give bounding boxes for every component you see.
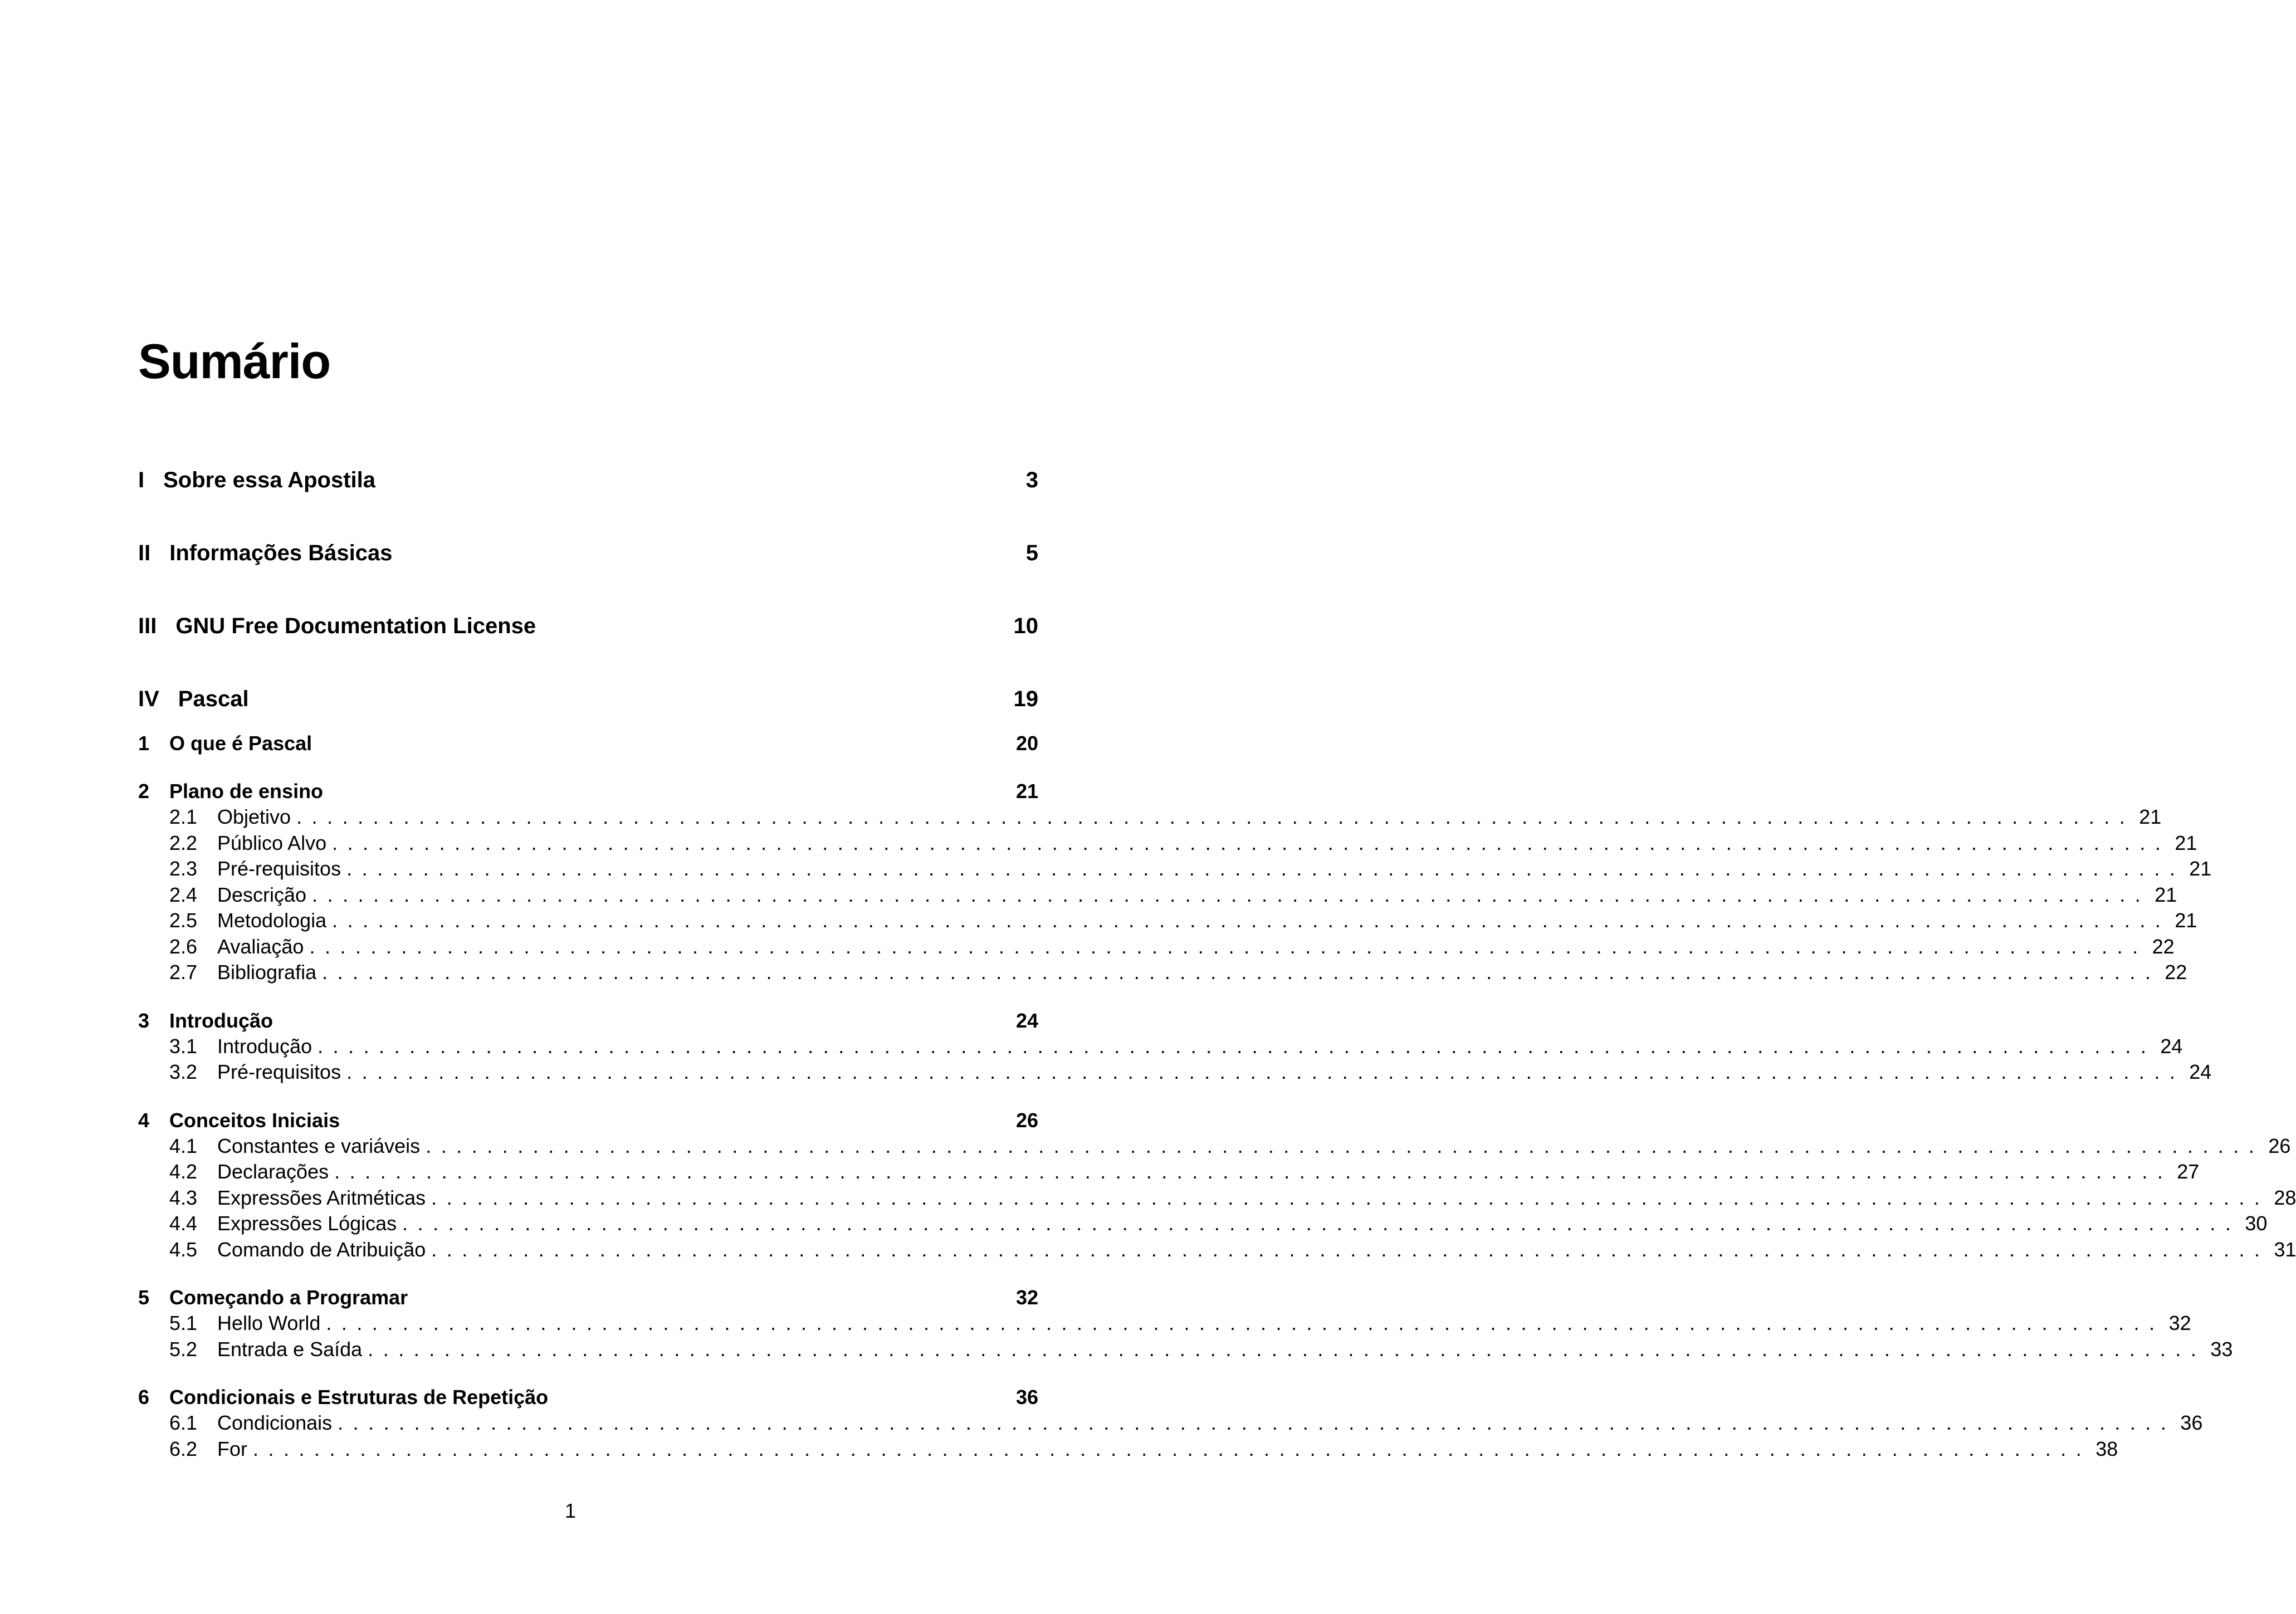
toc-part-row[interactable] — [138, 536, 1038, 570]
part-title: GNU Free Documentation License — [175, 613, 536, 638]
section-number: 4.2 — [169, 1160, 198, 1183]
section-page-number: 33 — [2210, 1338, 2233, 1361]
section-page-number: 21 — [2189, 857, 2212, 880]
section-title: Hello World — [217, 1312, 321, 1334]
section-title: Bibliografia — [217, 961, 317, 984]
section-page-number: 22 — [2165, 961, 2187, 984]
part-page-number: 19 — [1013, 686, 1038, 711]
dot-leader: ........................................................................................................................ — [312, 883, 2151, 906]
section-title: Comando de Atribuição — [217, 1238, 426, 1261]
dot-leader: ........................................................................................................................ — [346, 857, 2185, 880]
section-number: 2.2 — [169, 832, 198, 854]
toc-section-row[interactable] — [169, 1436, 2118, 1462]
section-page-number: 21 — [2175, 832, 2197, 854]
chapter-number: 4 — [138, 1108, 150, 1132]
section-number: 2.3 — [169, 857, 198, 880]
part-title: Pascal — [178, 686, 249, 711]
toc-section-row[interactable] — [169, 1310, 2191, 1336]
toc-chapter-row[interactable] — [138, 777, 1038, 805]
section-page-number: 22 — [2152, 935, 2175, 958]
chapter-page-number: 21 — [1015, 780, 1038, 803]
dot-leader: ........................................................................................................................ — [338, 1411, 2176, 1434]
toc-section-row[interactable] — [169, 908, 2197, 933]
section-number: 2.7 — [169, 961, 198, 984]
dot-leader: ........................................................................................................................ — [332, 832, 2171, 854]
toc-part-row[interactable] — [138, 609, 1038, 643]
chapter-title: Começando a Programar — [169, 1286, 408, 1309]
dot-leader: ........................................................................................................................ — [317, 1035, 2156, 1058]
section-title: Objetivo — [217, 805, 291, 828]
dot-leader: ........................................................................................................................ — [368, 1338, 2206, 1361]
toc-section-row[interactable] — [169, 830, 2197, 856]
toc-section-row[interactable] — [169, 856, 2212, 882]
toc-section-row[interactable] — [169, 1410, 2203, 1436]
section-number: 5.2 — [169, 1338, 198, 1361]
part-page-number: 10 — [1013, 613, 1038, 638]
part-number: III — [138, 613, 157, 638]
dot-leader: ........................................................................................................................ — [332, 909, 2171, 932]
toc-chapter-row[interactable] — [138, 1383, 1038, 1411]
toc-chapter-row[interactable] — [138, 1107, 1038, 1134]
section-title: Metodologia — [217, 909, 327, 932]
section-page-number: 26 — [2268, 1134, 2291, 1157]
section-page-number: 21 — [2175, 909, 2197, 932]
chapter-page-number: 20 — [1015, 732, 1038, 755]
section-title: For — [217, 1437, 247, 1460]
chapter-number: 2 — [138, 780, 150, 803]
dot-leader: ........................................................................................................................ — [296, 805, 2135, 828]
chapter-title: Conceitos Iniciais — [169, 1108, 340, 1132]
toc-section-row[interactable] — [169, 960, 2187, 985]
toc-section-row[interactable] — [169, 1185, 2296, 1211]
section-page-number: 36 — [2180, 1411, 2203, 1434]
chapter-page-number: 36 — [1015, 1386, 1038, 1408]
dot-leader: ........................................................................................................................ — [402, 1212, 2241, 1235]
toc-section-row[interactable] — [169, 1211, 2268, 1236]
toc-chapter-row[interactable] — [138, 1007, 1038, 1035]
part-title: Sobre essa Apostila — [163, 467, 376, 492]
toc-chapter-row[interactable] — [138, 1284, 1038, 1312]
section-title: Expressões Aritméticas — [217, 1186, 426, 1209]
chapter-page-number: 26 — [1015, 1108, 1038, 1132]
page-number: 1 — [564, 1499, 577, 1522]
toc-section-row[interactable] — [169, 804, 2162, 830]
section-number: 3.2 — [169, 1060, 198, 1083]
section-page-number: 21 — [2155, 883, 2177, 906]
section-title: Avaliação — [217, 935, 304, 958]
section-title: Pré-requisitos — [217, 857, 341, 880]
chapter-number: 1 — [138, 732, 150, 755]
toc-part-row[interactable] — [138, 463, 1038, 497]
section-number: 3.1 — [169, 1035, 198, 1058]
section-title: Entrada e Saída — [217, 1338, 363, 1361]
section-page-number: 38 — [2095, 1437, 2118, 1460]
section-number: 4.1 — [169, 1134, 198, 1157]
dot-leader: ........................................................................................................................ — [431, 1186, 2270, 1209]
dot-leader: ........................................................................................................................ — [426, 1134, 2264, 1157]
section-title: Descrição — [217, 883, 307, 906]
chapter-page-number: 24 — [1015, 1009, 1038, 1032]
part-number: II — [138, 540, 151, 565]
dot-leader: ........................................................................................................................ — [346, 1060, 2185, 1083]
section-page-number: 27 — [2177, 1160, 2200, 1183]
dot-leader: ........................................................................................................................ — [334, 1160, 2173, 1183]
part-title: Informações Básicas — [169, 540, 393, 565]
section-title: Pré-requisitos — [217, 1060, 341, 1083]
chapter-number: 5 — [138, 1286, 150, 1309]
chapter-number: 3 — [138, 1009, 150, 1032]
section-page-number: 24 — [2160, 1035, 2183, 1058]
dot-leader: ........................................................................................................................ — [309, 935, 2148, 958]
toc-section-row[interactable] — [169, 1059, 2212, 1085]
section-title: Condicionais — [217, 1411, 333, 1434]
section-page-number: 32 — [2168, 1312, 2191, 1334]
section-number: 5.1 — [169, 1312, 198, 1334]
toc-section-row[interactable] — [169, 1159, 2200, 1185]
section-number: 6.2 — [169, 1437, 198, 1460]
chapter-number: 6 — [138, 1386, 150, 1408]
section-title: Declarações — [217, 1160, 329, 1183]
dot-leader: ........................................................................................................................ — [326, 1312, 2165, 1334]
chapter-page-number: 32 — [1015, 1286, 1038, 1309]
toc-part-row[interactable] — [138, 682, 1038, 716]
section-title: Introdução — [217, 1035, 312, 1058]
toc-section-row[interactable] — [169, 934, 2175, 960]
dot-leader: ........................................................................................................................ — [322, 961, 2161, 984]
section-number: 4.4 — [169, 1212, 198, 1235]
section-number: 2.5 — [169, 909, 198, 932]
dot-leader: ........................................................................................................................ — [431, 1238, 2270, 1261]
chapter-title: Condicionais e Estruturas de Repetição — [169, 1386, 549, 1408]
section-number: 4.3 — [169, 1186, 198, 1209]
dot-leader: ........................................................................................................................ — [253, 1437, 2092, 1460]
part-page-number: 5 — [1025, 540, 1038, 565]
section-number: 6.1 — [169, 1411, 198, 1434]
section-number: 2.1 — [169, 805, 198, 828]
section-number: 2.4 — [169, 883, 198, 906]
section-title: Público Alvo — [217, 832, 327, 854]
section-title: Expressões Lógicas — [217, 1212, 397, 1235]
part-number: I — [138, 467, 145, 492]
toc-section-row[interactable] — [169, 1237, 2296, 1263]
section-page-number: 21 — [2139, 805, 2162, 828]
section-page-number: 30 — [2245, 1212, 2268, 1235]
section-page-number: 24 — [2189, 1060, 2212, 1083]
section-title: Constantes e variáveis — [217, 1134, 421, 1157]
part-page-number: 3 — [1025, 467, 1038, 492]
toc-section-row[interactable] — [169, 1133, 2291, 1159]
section-page-number: 28 — [2274, 1186, 2296, 1209]
toc-section-row[interactable] — [169, 882, 2177, 908]
toc-chapter-row[interactable] — [138, 730, 1038, 757]
chapter-title: O que é Pascal — [169, 732, 312, 755]
chapter-title: Introdução — [169, 1009, 273, 1032]
part-number: IV — [138, 686, 159, 711]
chapter-title: Plano de ensino — [169, 780, 324, 803]
section-page-number: 31 — [2274, 1238, 2296, 1261]
toc-section-row[interactable] — [169, 1337, 2233, 1362]
toc-section-row[interactable] — [169, 1034, 2183, 1059]
page-title: Sumário — [138, 334, 331, 389]
section-number: 4.5 — [169, 1238, 198, 1261]
section-number: 2.6 — [169, 935, 198, 958]
